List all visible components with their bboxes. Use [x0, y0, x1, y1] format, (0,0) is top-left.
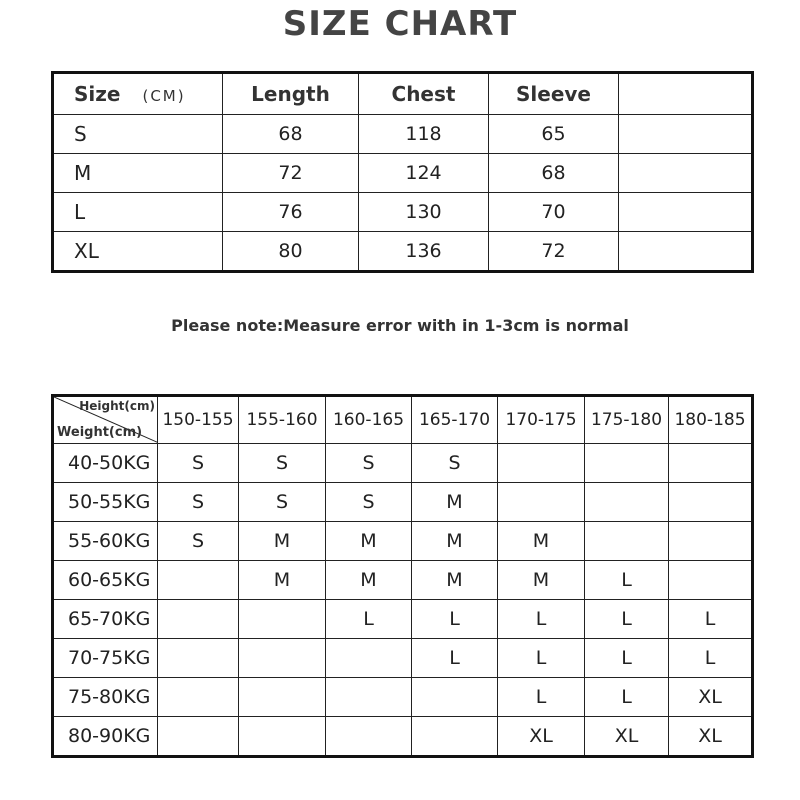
recommended-size-cell: L [585, 561, 669, 600]
weight-range-cell: 70-75KG [53, 639, 158, 678]
length-cell: 80 [223, 232, 359, 272]
length-cell: 68 [223, 115, 359, 154]
measurement-note: Please note:Measure error with in 1-3cm is normal [171, 316, 629, 335]
recommended-size-cell: S [158, 444, 239, 483]
length-header: Length [223, 73, 359, 115]
recommended-size-cell: S [239, 483, 326, 522]
sleeve-cell: 68 [489, 154, 619, 193]
measurement-row [53, 193, 753, 232]
recommended-size-cell: S [239, 444, 326, 483]
recommended-size-cell: XL [669, 678, 753, 717]
recommended-size-cell: M [239, 561, 326, 600]
weight-range-cell: 65-70KG [53, 600, 158, 639]
recommended-size-cell: L [498, 600, 585, 639]
recommended-size-cell [158, 639, 239, 678]
weight-range-cell: 55-60KG [53, 522, 158, 561]
recommended-size-cell: L [669, 639, 753, 678]
sleeve-header: Sleeve [489, 73, 619, 115]
recommended-size-cell: S [412, 444, 498, 483]
recommended-size-cell: L [326, 600, 412, 639]
measurement-header-row [53, 73, 753, 115]
chest-header: Chest [359, 73, 489, 115]
recommended-size-cell: S [158, 522, 239, 561]
height-header-row [53, 396, 753, 444]
weight-range-cell: 40-50KG [53, 444, 158, 483]
size-cell: L [53, 193, 223, 232]
recommended-size-cell: S [326, 483, 412, 522]
sleeve-cell: 70 [489, 193, 619, 232]
height-axis-label: Height(cm) [79, 399, 155, 413]
chest-cell: 124 [359, 154, 489, 193]
recommended-size-cell [326, 678, 412, 717]
recommended-size-cell [158, 600, 239, 639]
recommended-size-cell [498, 483, 585, 522]
recommended-size-cell [585, 522, 669, 561]
recommended-size-cell [239, 639, 326, 678]
recommended-size-cell: M [498, 522, 585, 561]
weight-row [53, 678, 753, 717]
recommended-size-cell [669, 444, 753, 483]
recommended-size-cell [498, 444, 585, 483]
length-cell: 76 [223, 193, 359, 232]
recommended-size-cell [669, 522, 753, 561]
weight-range-cell: 50-55KG [53, 483, 158, 522]
recommended-size-cell: L [498, 678, 585, 717]
height-range-header: 175-180 [585, 396, 669, 444]
recommended-size-cell [326, 639, 412, 678]
extra-header [619, 73, 753, 115]
recommended-size-cell: S [326, 444, 412, 483]
page-title: SIZE CHART [282, 4, 518, 44]
recommended-size-cell [239, 717, 326, 757]
extra-cell [619, 232, 753, 272]
weight-range-cell: 80-90KG [53, 717, 158, 757]
measurement-row [53, 232, 753, 272]
recommended-size-cell [326, 717, 412, 757]
recommended-size-cell [412, 678, 498, 717]
chest-cell: 136 [359, 232, 489, 272]
recommended-size-cell [158, 678, 239, 717]
weight-row [53, 444, 753, 483]
recommended-size-cell: XL [669, 717, 753, 757]
extra-cell [619, 115, 753, 154]
weight-range-cell: 75-80KG [53, 678, 158, 717]
recommended-size-cell: L [412, 600, 498, 639]
recommended-size-cell: M [412, 522, 498, 561]
size-cell: XL [53, 232, 223, 272]
measurement-row [53, 115, 753, 154]
weight-row [53, 561, 753, 600]
recommended-size-cell [158, 561, 239, 600]
measurement-table [51, 71, 754, 273]
sleeve-cell: 72 [489, 232, 619, 272]
height-range-header: 180-185 [669, 396, 753, 444]
weight-row [53, 639, 753, 678]
recommended-size-cell: XL [498, 717, 585, 757]
recommended-size-cell: L [669, 600, 753, 639]
recommended-size-cell: M [239, 522, 326, 561]
recommended-size-cell: M [412, 483, 498, 522]
length-cell: 72 [223, 154, 359, 193]
height-range-header: 150-155 [158, 396, 239, 444]
measurement-row [53, 154, 753, 193]
recommended-size-cell [158, 717, 239, 757]
recommended-size-cell: S [158, 483, 239, 522]
unit-label: (CM) [142, 87, 186, 105]
height-range-header: 155-160 [239, 396, 326, 444]
recommended-size-cell [669, 561, 753, 600]
recommended-size-cell: M [412, 561, 498, 600]
height-range-header: 165-170 [412, 396, 498, 444]
chest-cell: 130 [359, 193, 489, 232]
size-cell: S [53, 115, 223, 154]
recommended-size-cell: M [498, 561, 585, 600]
size-recommendation-table [51, 394, 754, 758]
height-range-header: 170-175 [498, 396, 585, 444]
height-range-header: 160-165 [326, 396, 412, 444]
size-header-label: Size [74, 82, 121, 106]
weight-axis-label: Weight(cm) [57, 425, 143, 440]
chest-cell: 118 [359, 115, 489, 154]
weight-row [53, 600, 753, 639]
recommended-size-cell: L [585, 639, 669, 678]
corner-header [53, 396, 158, 444]
recommended-size-cell: L [498, 639, 585, 678]
extra-cell [619, 193, 753, 232]
recommended-size-cell: M [326, 561, 412, 600]
weight-range-cell: 60-65KG [53, 561, 158, 600]
recommended-size-cell [412, 717, 498, 757]
recommended-size-cell [585, 483, 669, 522]
recommended-size-cell [239, 678, 326, 717]
weight-row [53, 522, 753, 561]
recommended-size-cell [239, 600, 326, 639]
recommended-size-cell [585, 444, 669, 483]
extra-cell [619, 154, 753, 193]
recommended-size-cell: L [585, 678, 669, 717]
weight-row [53, 717, 753, 757]
recommended-size-cell: XL [585, 717, 669, 757]
size-header [53, 73, 223, 115]
size-cell: M [53, 154, 223, 193]
weight-row [53, 483, 753, 522]
recommended-size-cell: L [412, 639, 498, 678]
recommended-size-cell: L [585, 600, 669, 639]
sleeve-cell: 65 [489, 115, 619, 154]
recommended-size-cell: M [326, 522, 412, 561]
recommended-size-cell [669, 483, 753, 522]
